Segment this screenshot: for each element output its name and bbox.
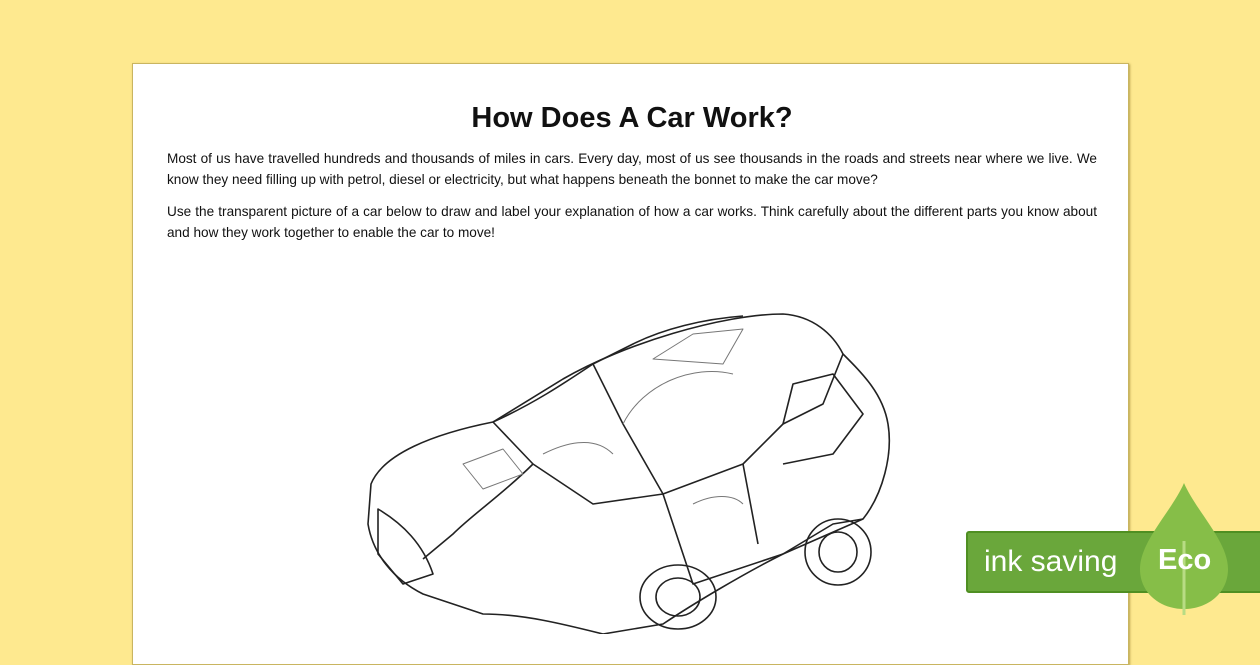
- intro-paragraph: Most of us have travelled hundreds and thousands of miles in cars. Every day, most of us see thousands in the roads and streets near where we live. We know they need filling up with petrol, diesel or electricity, but what happens beneath the bonnet to make the car move?: [167, 151, 1097, 187]
- worksheet-text: [167, 100, 1097, 254]
- ink-saving-label: ink saving: [984, 545, 1118, 578]
- instruction-paragraph: Use the transparent picture of a car below to draw and label your explanation of how a car works. Think carefully about the different parts you know about and how they work together to enable the car to move!: [167, 204, 1097, 240]
- eco-label: Eco: [1158, 544, 1212, 576]
- page-title: How Does A Car Work?: [471, 102, 793, 134]
- transparent-car-illustration: [363, 304, 903, 634]
